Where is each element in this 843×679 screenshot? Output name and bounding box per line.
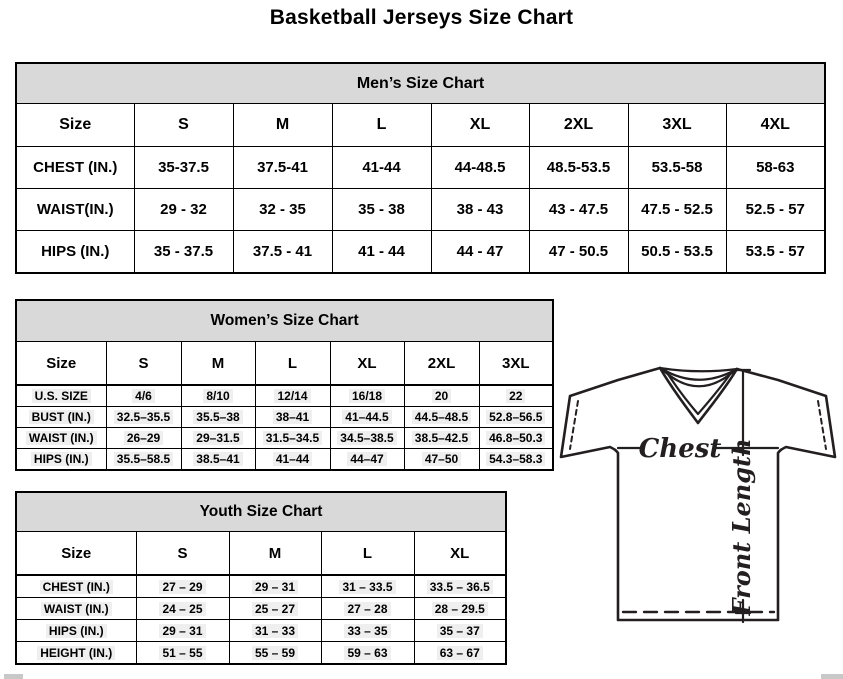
- cell: 35 - 37.5: [134, 231, 233, 274]
- cell: 50.5 - 53.5: [628, 231, 726, 274]
- cell: 4/6: [106, 385, 181, 407]
- cell: 32 - 35: [233, 189, 332, 231]
- row-label: HIPS (IN.): [16, 620, 136, 642]
- col-header: 2XL: [404, 342, 479, 386]
- cell: 28 – 29.5: [414, 598, 506, 620]
- table-row: [16, 147, 825, 189]
- col-header: L: [321, 532, 414, 576]
- cell: 58-63: [726, 147, 825, 189]
- cell: 29 - 32: [134, 189, 233, 231]
- left-sleeve-seam: [570, 401, 578, 449]
- col-header: Size: [16, 342, 106, 386]
- cell: 41-44: [332, 147, 431, 189]
- cell: 26–29: [106, 428, 181, 449]
- cell: 47.5 - 52.5: [628, 189, 726, 231]
- youth-size-table: [15, 491, 507, 665]
- col-header: XL: [330, 342, 404, 386]
- collar-top-line: [660, 368, 737, 371]
- cell: 29–31.5: [181, 428, 255, 449]
- cell: 20: [404, 385, 479, 407]
- cell: 16/18: [330, 385, 404, 407]
- womens-header-row: [16, 342, 553, 386]
- scrollbar-fragment-right[interactable]: [821, 674, 843, 679]
- cell: 46.8–50.3: [479, 428, 553, 449]
- cell: 27 – 29: [136, 575, 229, 598]
- col-header: S: [134, 104, 233, 147]
- cell: 25 – 27: [229, 598, 321, 620]
- table-row: [16, 407, 553, 428]
- right-sleeve-seam: [818, 401, 826, 449]
- col-header: 2XL: [529, 104, 628, 147]
- mens-table-caption-row: [16, 63, 825, 104]
- mens-size-table: [15, 62, 826, 274]
- table-row: [16, 189, 825, 231]
- jersey-outline: [561, 368, 835, 620]
- cell: 52.5 - 57: [726, 189, 825, 231]
- cell: 35.5–58.5: [106, 449, 181, 471]
- table-row: [16, 598, 506, 620]
- cell: 41–44.5: [330, 407, 404, 428]
- youth-table-title: Youth Size Chart: [16, 492, 506, 532]
- row-label: CHEST (IN.): [16, 147, 134, 189]
- cell: 33.5 – 36.5: [414, 575, 506, 598]
- cell: 35 – 37: [414, 620, 506, 642]
- table-row: [16, 231, 825, 274]
- youth-table-caption-row: [16, 492, 506, 532]
- cell: 53.5-58: [628, 147, 726, 189]
- row-label: BUST (IN.): [16, 407, 106, 428]
- cell: 38.5–42.5: [404, 428, 479, 449]
- table-row: [16, 642, 506, 665]
- cell: 52.8–56.5: [479, 407, 553, 428]
- cell: 63 – 67: [414, 642, 506, 665]
- scrollbar-fragment-left[interactable]: [4, 674, 23, 679]
- row-label: CHEST (IN.): [16, 575, 136, 598]
- jersey-measurement-diagram: [556, 362, 843, 669]
- womens-size-table: [15, 299, 554, 471]
- col-header: XL: [431, 104, 529, 147]
- cell: 59 – 63: [321, 642, 414, 665]
- mens-table-title: Men’s Size Chart: [16, 63, 825, 104]
- chest-label: Chest: [638, 434, 722, 464]
- col-header: L: [255, 342, 330, 386]
- col-header: S: [136, 532, 229, 576]
- table-row: [16, 575, 506, 598]
- cell: 55 – 59: [229, 642, 321, 665]
- cell: 32.5–35.5: [106, 407, 181, 428]
- cell: 24 – 25: [136, 598, 229, 620]
- cell: 37.5-41: [233, 147, 332, 189]
- cell: 53.5 - 57: [726, 231, 825, 274]
- col-header: Size: [16, 104, 134, 147]
- womens-table-title: Women’s Size Chart: [16, 300, 553, 342]
- cell: 47–50: [404, 449, 479, 471]
- col-header: Size: [16, 532, 136, 576]
- row-label: HIPS (IN.): [16, 449, 106, 471]
- table-row: [16, 385, 553, 407]
- col-header: M: [233, 104, 332, 147]
- cell: 41 - 44: [332, 231, 431, 274]
- youth-header-row: [16, 532, 506, 576]
- table-row: [16, 449, 553, 471]
- cell: 51 – 55: [136, 642, 229, 665]
- cell: 41–44: [255, 449, 330, 471]
- cell: 44–47: [330, 449, 404, 471]
- col-header: L: [332, 104, 431, 147]
- cell: 43 - 47.5: [529, 189, 628, 231]
- cell: 54.3–58.3: [479, 449, 553, 471]
- row-label: HIPS (IN.): [16, 231, 134, 274]
- row-label: U.S. SIZE: [16, 385, 106, 407]
- col-header: 3XL: [479, 342, 553, 386]
- row-label: WAIST (IN.): [16, 598, 136, 620]
- cell: 33 – 35: [321, 620, 414, 642]
- cell: 29 – 31: [136, 620, 229, 642]
- cell: 44 - 47: [431, 231, 529, 274]
- col-header: S: [106, 342, 181, 386]
- cell: 29 – 31: [229, 575, 321, 598]
- col-header: XL: [414, 532, 506, 576]
- cell: 37.5 - 41: [233, 231, 332, 274]
- col-header: M: [181, 342, 255, 386]
- cell: 31.5–34.5: [255, 428, 330, 449]
- cell: 35.5–38: [181, 407, 255, 428]
- col-header: 4XL: [726, 104, 825, 147]
- row-label: HEIGHT (IN.): [16, 642, 136, 665]
- cell: 47 - 50.5: [529, 231, 628, 274]
- cell: 35-37.5: [134, 147, 233, 189]
- page-title: Basketball Jerseys Size Chart: [269, 6, 574, 29]
- table-row: [16, 620, 506, 642]
- cell: 8/10: [181, 385, 255, 407]
- cell: 38.5–41: [181, 449, 255, 471]
- mens-header-row: [16, 104, 825, 147]
- cell: 48.5-53.5: [529, 147, 628, 189]
- cell: 12/14: [255, 385, 330, 407]
- table-row: [16, 428, 553, 449]
- cell: 31 – 33.5: [321, 575, 414, 598]
- cell: 22: [479, 385, 553, 407]
- row-label: WAIST (IN.): [16, 428, 106, 449]
- cell: 27 – 28: [321, 598, 414, 620]
- cell: 35 - 38: [332, 189, 431, 231]
- cell: 38 - 43: [431, 189, 529, 231]
- womens-table-caption-row: [16, 300, 553, 342]
- cell: 44-48.5: [431, 147, 529, 189]
- cell: 34.5–38.5: [330, 428, 404, 449]
- front-length-label: Front Length: [727, 438, 756, 616]
- col-header: 3XL: [628, 104, 726, 147]
- col-header: M: [229, 532, 321, 576]
- cell: 38–41: [255, 407, 330, 428]
- cell: 31 – 33: [229, 620, 321, 642]
- cell: 44.5–48.5: [404, 407, 479, 428]
- row-label: WAIST(IN.): [16, 189, 134, 231]
